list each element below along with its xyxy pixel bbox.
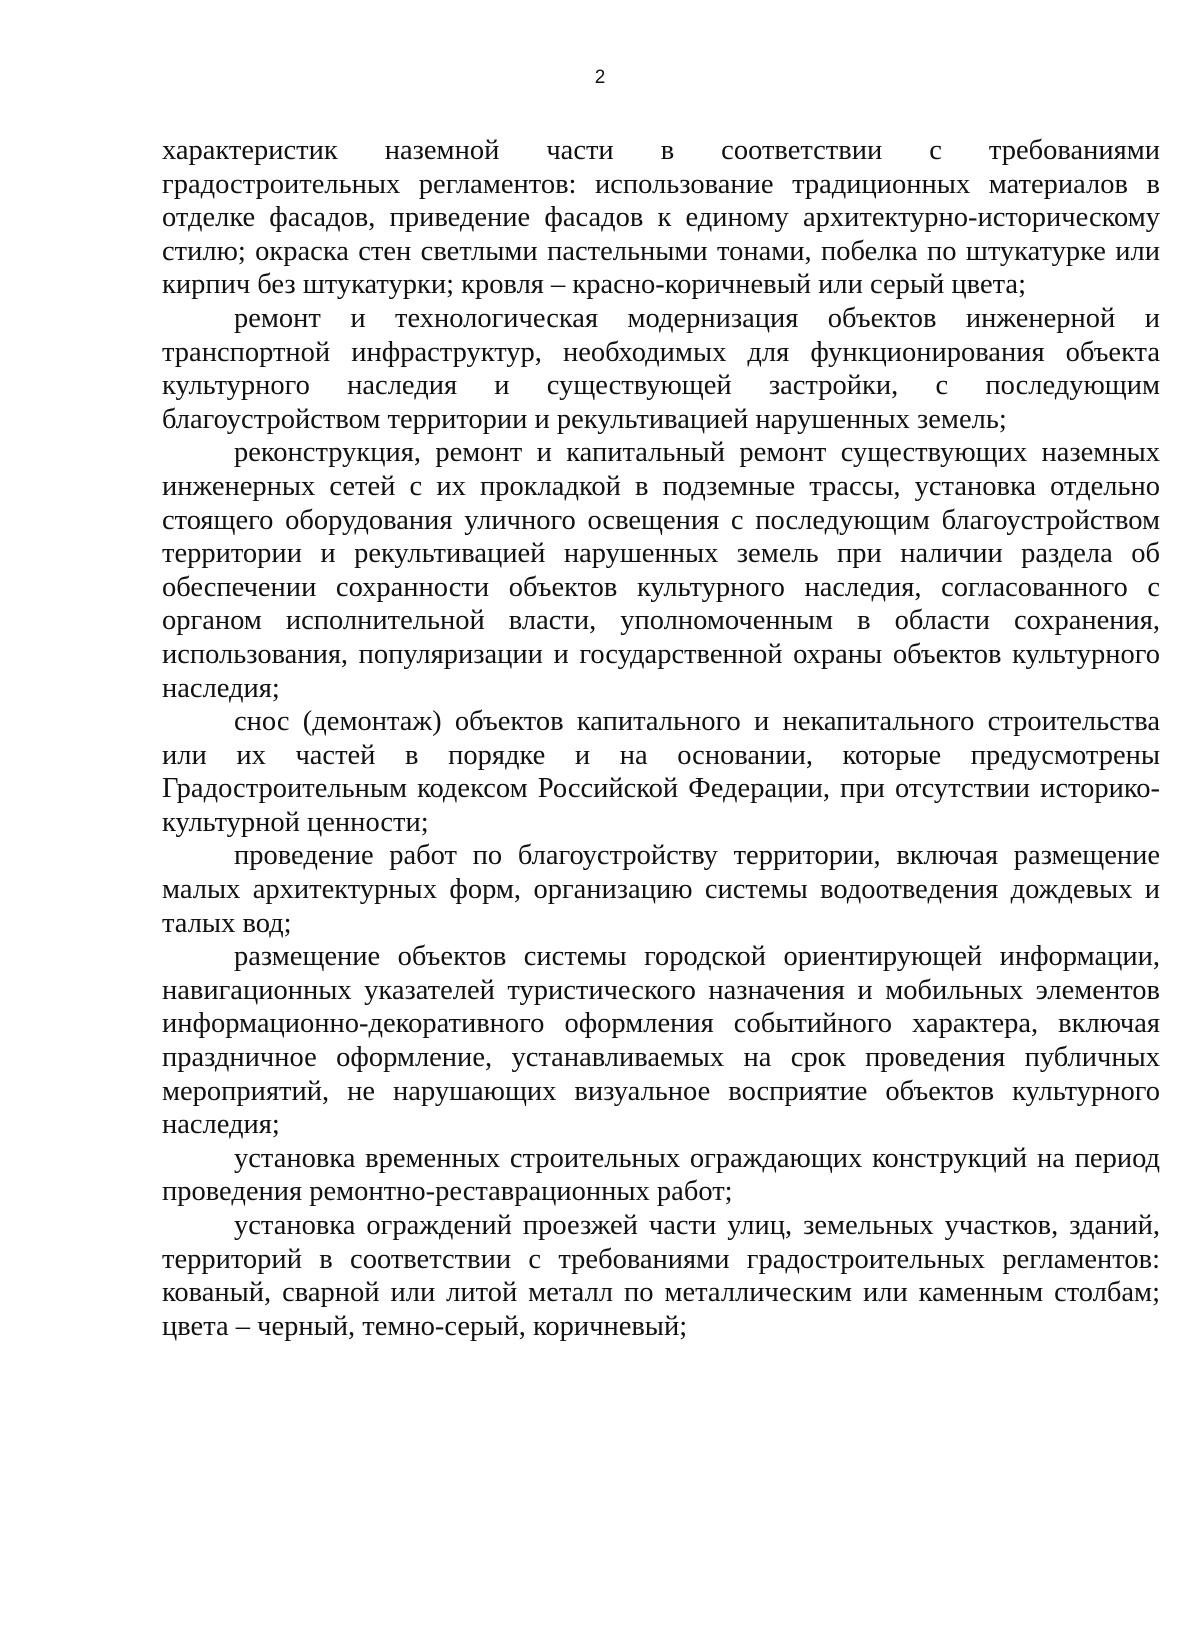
page-number: 2	[594, 67, 606, 88]
paragraph-demolition: снос (демонтаж) объектов капитального и некапитального строительства или их частей в порядке и на основании, которые предусмотрены Градостроительным кодексом Российской Федерации, при отсутствии историко-культурной ценности;	[162, 706, 1160, 838]
paragraph-infrastructure-modernization: ремонт и технологическая модернизация объектов инженерной и транспортной инфраструктур, необходимых для функционирования объекта культурного наследия и существующей застройки, с последующим благоустройством территории и рекультивацией нарушенных земель;	[162, 302, 1160, 435]
paragraph-city-information: размещение объектов системы городской ориентирующей информации, навигационных указателей туристического назначения и мобильных элементов информационно-декоративного оформления событийного характера, включая праздничное оформление, устанавливаемых на срок проведения публичных мероприятий, не нарушающих визуальное восприятие объектов культурного наследия;	[162, 941, 1160, 1141]
document-body	[162, 134, 1160, 1343]
paragraph-permanent-fencing: установка ограждений проезжей части улиц, земельных участков, зданий, территорий в соответствии с требованиями градостроительных регламентов: кованый, сварной или литой металл по металлическим или каменным столбам; цвета – черный, темно-серый, коричневый;	[162, 1210, 1160, 1342]
paragraph-facade-requirements: характеристик наземной части в соответствии с требованиями градостроительных регламентов: использование традиционных материалов в отделке фасадов, приведение фасадов к единому архитектурно-историческому стилю; окраска стен светлыми пастельными тонами, побелка по штукатурке или кирпич без штукатурки; кровля – красно-коричневый или серый цвета;	[162, 135, 1160, 301]
paragraph-engineering-networks: реконструкция, ремонт и капитальный ремонт существующих наземных инженерных сетей с их прокладкой в подземные трассы, установка отдельно стоящего оборудования уличного освещения с последующим благоустройством территории и рекультивацией нарушенных земель при наличии раздела об обеспечении сохранности объектов культурного наследия, согласованного с органом исполнительной власти, уполномоченным в области сохранения, использования, популяризации и государственной охраны объектов культурного наследия;	[162, 437, 1160, 704]
paragraph-temporary-fencing: установка временных строительных ограждающих конструкций на период проведения ремонтно-реставрационных работ;	[162, 1142, 1160, 1208]
paragraph-landscaping: проведение работ по благоустройству территории, включая размещение малых архитектурных форм, организацию системы водоотведения дождевых и талых вод;	[162, 840, 1160, 939]
